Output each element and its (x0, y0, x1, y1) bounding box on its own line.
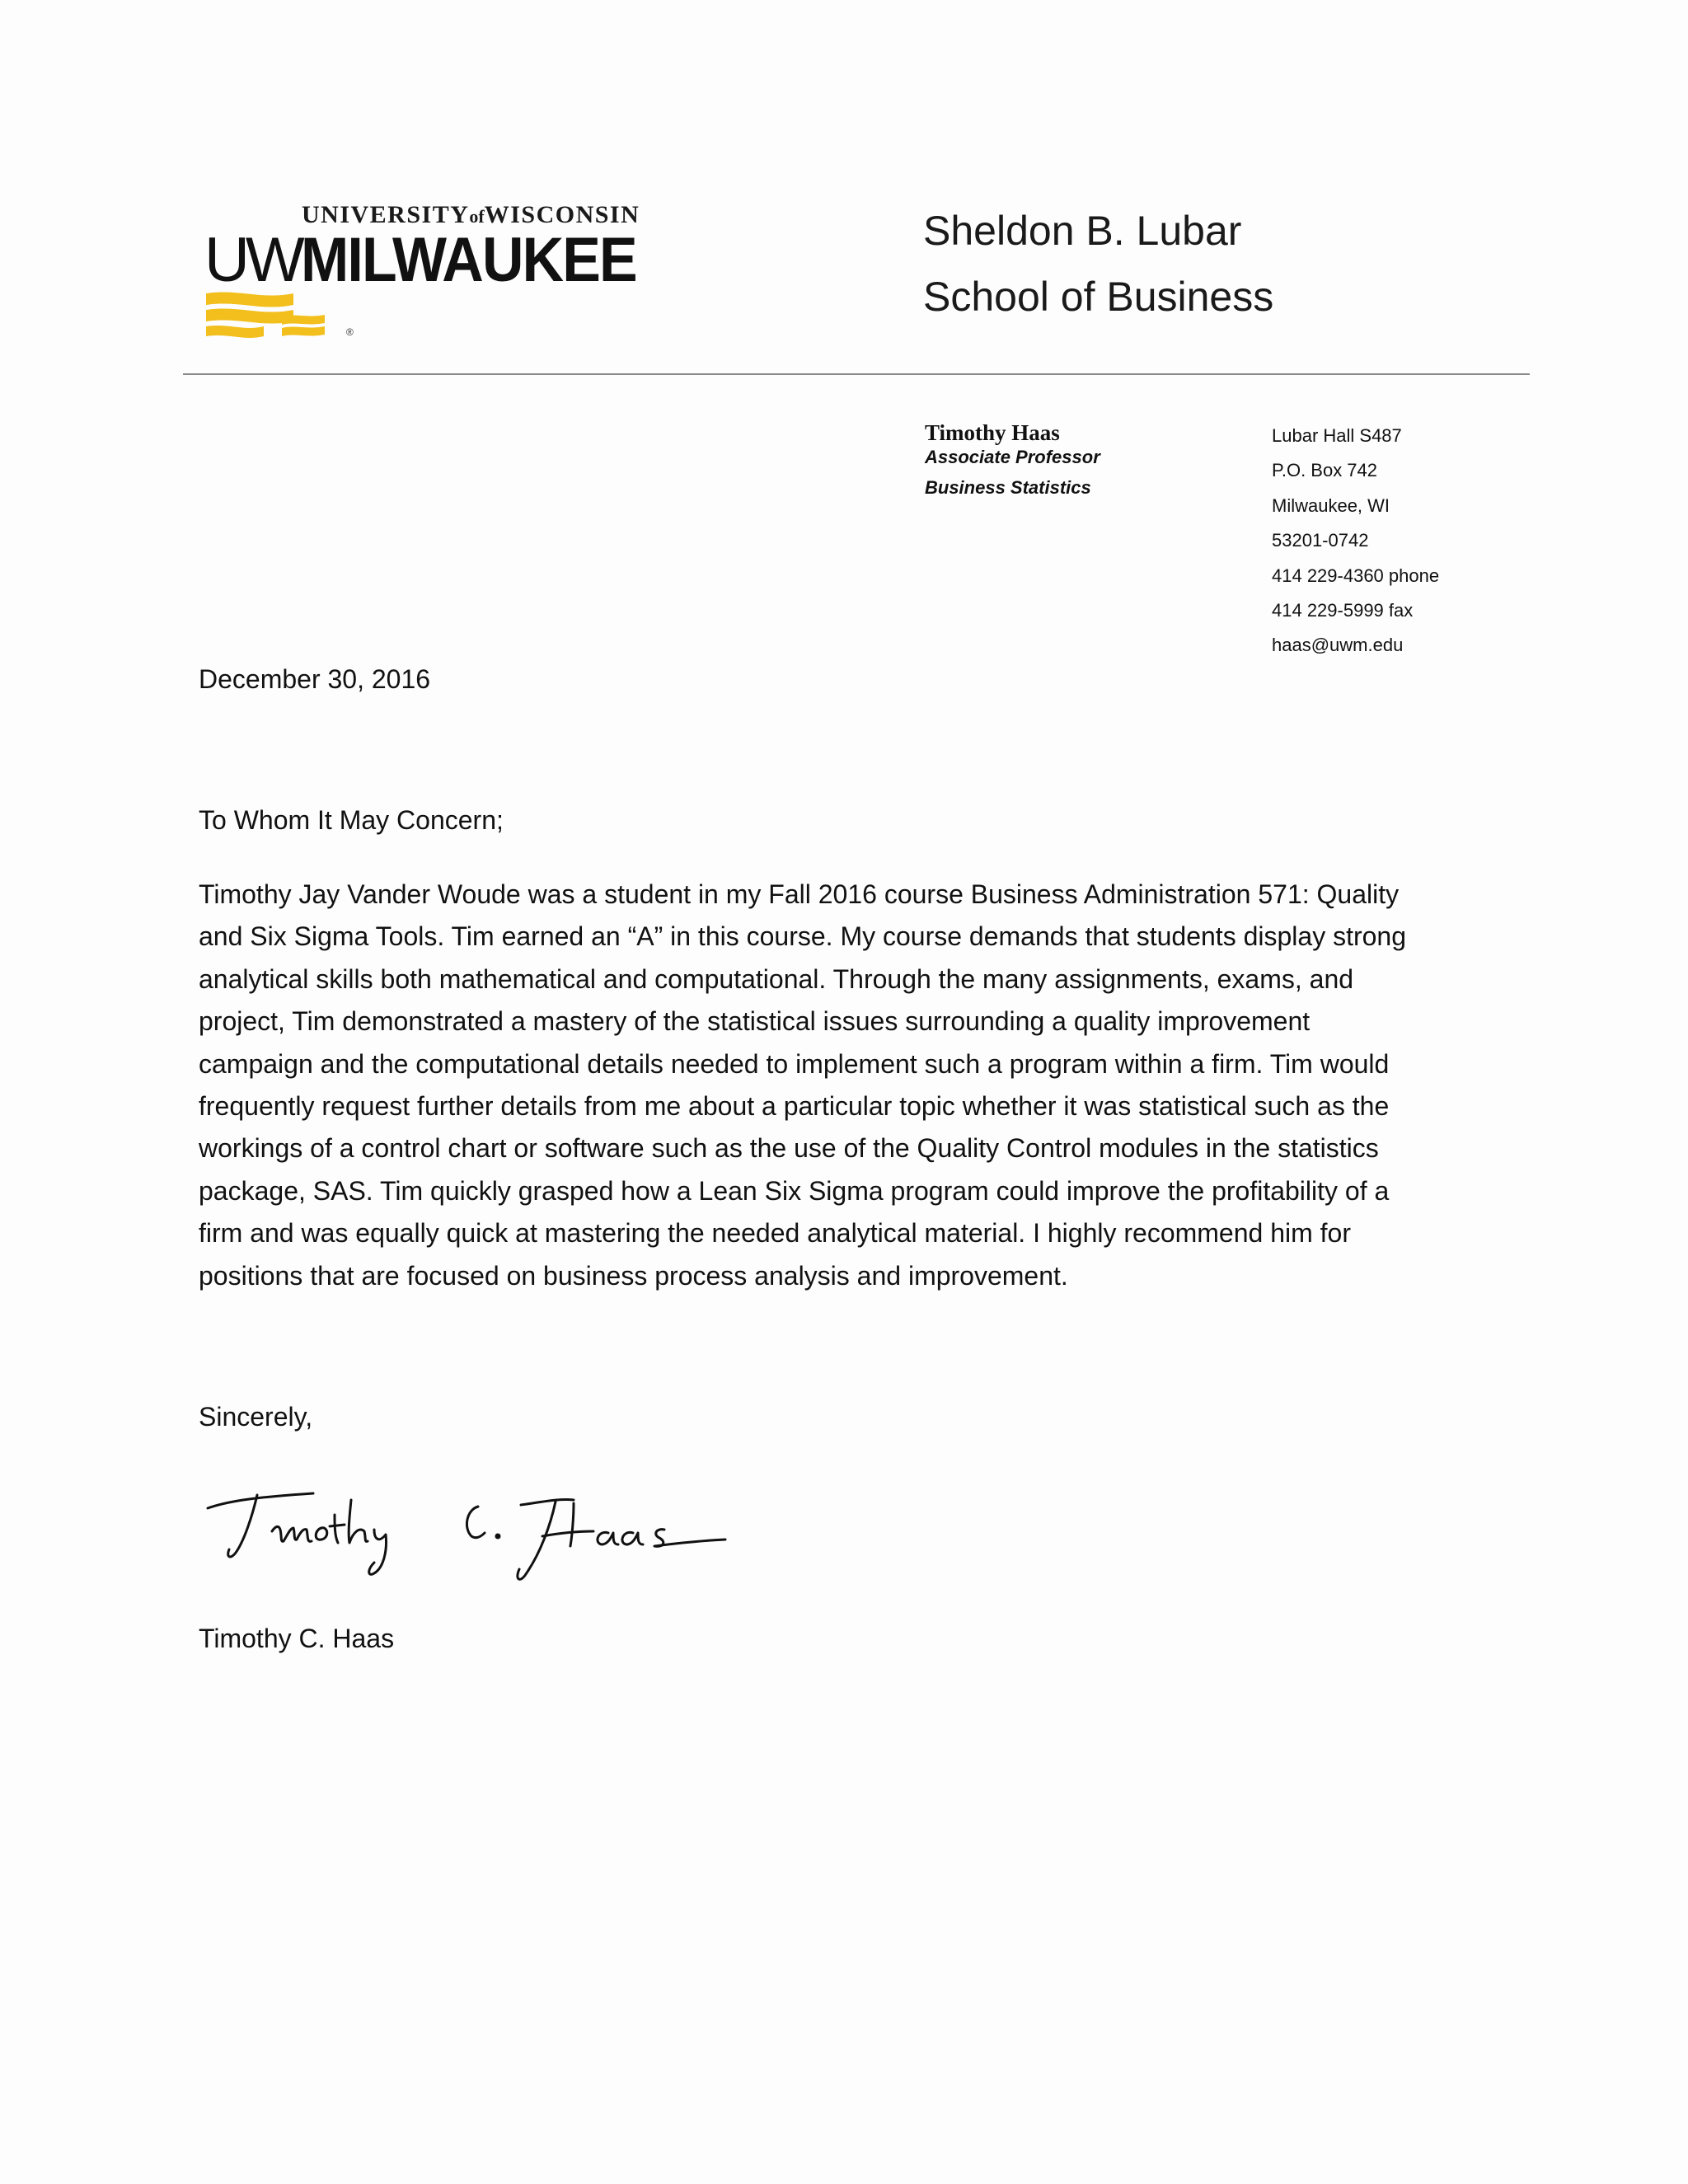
letter-date: December 30, 2016 (199, 664, 431, 694)
body-line: firm and was equally quick at mastering the needed analytical material. I highly recommend him for (199, 1218, 1351, 1249)
handwritten-signature (198, 1467, 799, 1599)
email-address: haas@uwm.edu (1272, 635, 1404, 656)
body-line: workings of a control chart or software such as the use of the Quality Control modules in the statistics (199, 1133, 1379, 1164)
body-line: analytical skills both mathematical and computational. Through the many assignments, exams, and (199, 963, 1354, 994)
body-line: campaign and the computational details needed to implement such a program within a firm. Tim would (199, 1048, 1390, 1079)
phone-number: 414 229-4360 phone (1272, 565, 1440, 586)
logo-of-word: of (469, 206, 485, 227)
uwm-logo (204, 201, 686, 341)
logo-registered-mark: ® (346, 326, 354, 338)
school-name-line2: School of Business (923, 274, 1274, 320)
fax-number: 414 229-5999 fax (1272, 600, 1414, 621)
address-line: Milwaukee, WI (1272, 494, 1390, 516)
school-name-line1: Sheldon B. Lubar (923, 208, 1242, 254)
letter-salutation: To Whom It May Concern; (199, 805, 504, 835)
logo-university-word: UNIVERSITY (302, 201, 470, 228)
sender-title: Associate Professor (925, 447, 1100, 467)
sender-name: Timothy Haas (925, 420, 1060, 445)
signer-name: Timothy C. Haas (199, 1624, 395, 1653)
letter-body (199, 874, 1534, 1297)
body-line: frequently request further details from me about a particular topic whether it was statistical such as the (199, 1091, 1390, 1122)
sender-address (1272, 419, 1439, 663)
letter-closing: Sincerely, (199, 1402, 313, 1432)
school-name (923, 198, 1273, 330)
body-line: positions that are focused on business process analysis and improvement. (199, 1260, 1068, 1291)
logo-uw: UW (204, 225, 301, 295)
logo-campus: MILWAUKEE (300, 225, 636, 295)
logo-state-word: WISCONSIN (484, 201, 640, 228)
header-divider (183, 373, 1530, 375)
address-line: 53201-0742 (1272, 530, 1369, 551)
sender-block (925, 419, 1100, 503)
address-line: P.O. Box 742 (1272, 460, 1378, 481)
address-line: Lubar Hall S487 (1272, 425, 1402, 446)
logo-wave-stripes-icon (204, 290, 328, 341)
body-line: and Six Sigma Tools. Tim earned an “A” in this course. My course demands that students display strong (199, 921, 1407, 952)
logo-wordmark (204, 225, 665, 295)
body-line: Timothy Jay Vander Woude was a student in my Fall 2016 course Business Administration 571: Quality (199, 879, 1400, 909)
sender-department: Business Statistics (925, 477, 1091, 498)
body-line: package, SAS. Tim quickly grasped how a Lean Six Sigma program could improve the profitability of a (199, 1175, 1390, 1206)
body-line: project, Tim demonstrated a mastery of the statistical issues surrounding a quality improvement (199, 1006, 1311, 1037)
